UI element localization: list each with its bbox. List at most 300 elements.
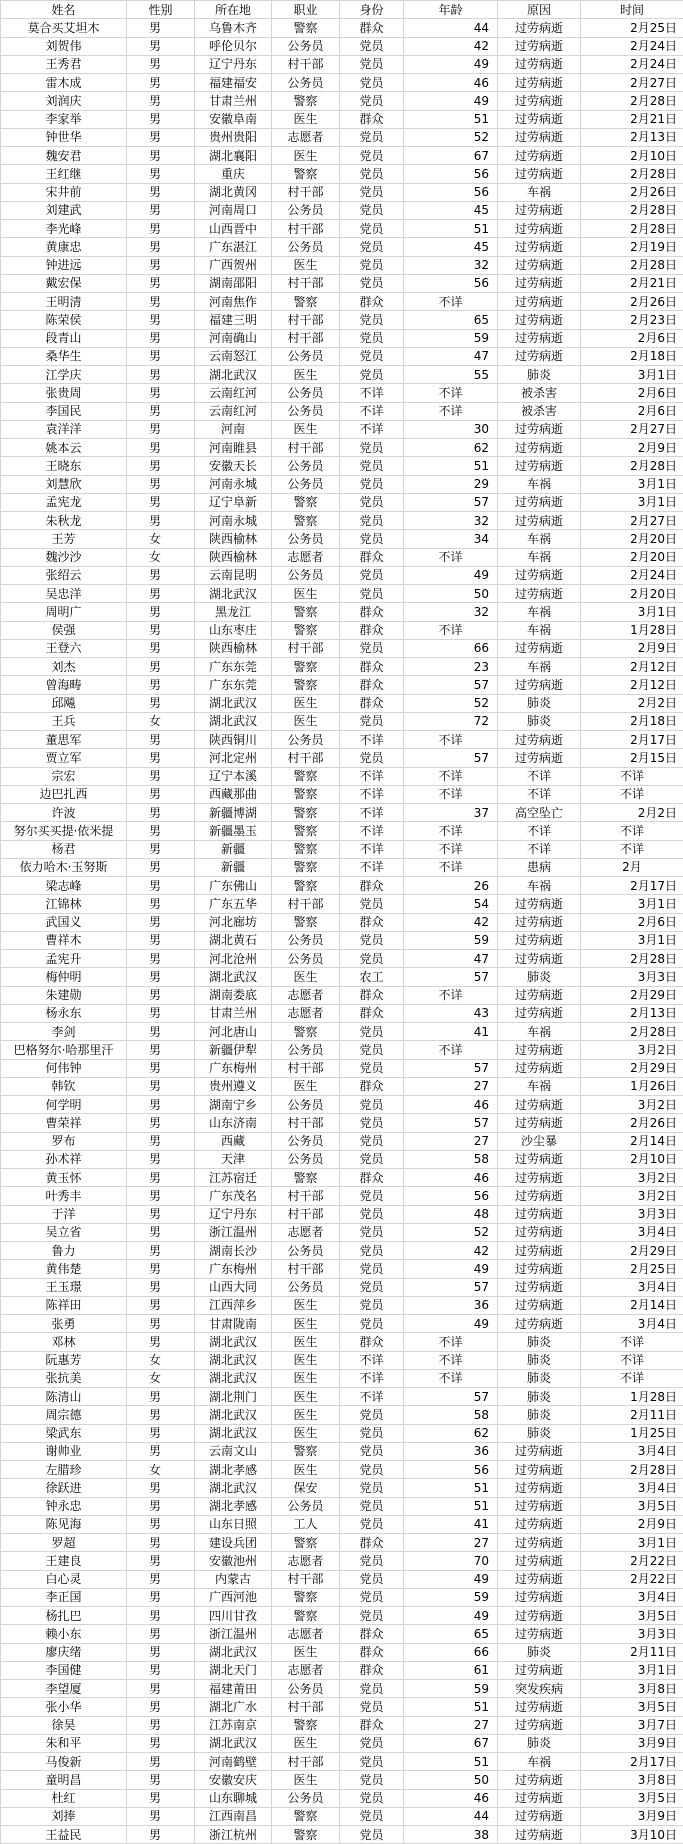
cell-occupation[interactable]: 医生 [272, 1077, 340, 1095]
cell-name[interactable]: 梁武东 [1, 1424, 127, 1442]
cell-cause[interactable]: 不详 [498, 840, 581, 858]
cell-gender[interactable]: 男 [127, 749, 195, 767]
cell-time[interactable]: 2月19日 [581, 238, 683, 256]
cell-age[interactable]: 59 [404, 329, 498, 347]
cell-time[interactable]: 2月18日 [581, 347, 683, 365]
cell-location[interactable]: 湖南邵阳 [195, 274, 272, 292]
cell-age[interactable]: 47 [404, 347, 498, 365]
cell-cause[interactable]: 肺炎 [498, 1734, 581, 1752]
cell-cause[interactable]: 肺炎 [498, 1388, 581, 1406]
cell-name[interactable]: 莫合买艾坦木 [1, 19, 127, 37]
cell-time[interactable]: 2月13日 [581, 1004, 683, 1022]
cell-cause[interactable]: 过劳病逝 [498, 1661, 581, 1679]
cell-gender[interactable]: 男 [127, 1205, 195, 1223]
cell-time[interactable]: 3月1日 [581, 603, 683, 621]
cell-name[interactable]: 钟永忠 [1, 1497, 127, 1515]
cell-time[interactable]: 1月28日 [581, 1388, 683, 1406]
cell-cause[interactable]: 过劳病逝 [498, 950, 581, 968]
cell-occupation[interactable]: 村干部 [272, 1059, 340, 1077]
cell-gender[interactable]: 男 [127, 1260, 195, 1278]
cell-age[interactable]: 65 [404, 311, 498, 329]
cell-location[interactable]: 山东日照 [195, 1515, 272, 1533]
cell-occupation[interactable]: 村干部 [272, 1205, 340, 1223]
cell-occupation[interactable]: 警察 [272, 165, 340, 183]
cell-gender[interactable]: 男 [127, 420, 195, 438]
cell-gender[interactable]: 男 [127, 1643, 195, 1661]
cell-cause[interactable]: 过劳病逝 [498, 1296, 581, 1314]
cell-name[interactable]: 罗布 [1, 1132, 127, 1150]
cell-name[interactable]: 陈荣侯 [1, 311, 127, 329]
cell-age[interactable]: 49 [404, 1607, 498, 1625]
cell-cause[interactable]: 车祸 [498, 530, 581, 548]
cell-occupation[interactable]: 医生 [272, 1388, 340, 1406]
cell-age[interactable]: 27 [404, 1132, 498, 1150]
cell-age[interactable]: 32 [404, 256, 498, 274]
cell-gender[interactable]: 男 [127, 1169, 195, 1187]
cell-identity[interactable]: 群众 [340, 1333, 404, 1351]
cell-gender[interactable]: 男 [127, 128, 195, 146]
cell-occupation[interactable]: 警察 [272, 1023, 340, 1041]
cell-location[interactable]: 湖北武汉 [195, 1333, 272, 1351]
cell-location[interactable]: 福建莆田 [195, 1680, 272, 1698]
cell-gender[interactable]: 男 [127, 1278, 195, 1296]
cell-location[interactable]: 广东东莞 [195, 658, 272, 676]
cell-age[interactable]: 57 [404, 1278, 498, 1296]
cell-location[interactable]: 湖北孝感 [195, 1461, 272, 1479]
cell-age[interactable]: 59 [404, 931, 498, 949]
cell-age[interactable]: 不详 [404, 767, 498, 785]
cell-identity[interactable]: 党员 [340, 1570, 404, 1588]
cell-age[interactable]: 49 [404, 92, 498, 110]
cell-identity[interactable]: 群众 [340, 603, 404, 621]
cell-identity[interactable]: 群众 [340, 1643, 404, 1661]
cell-occupation[interactable]: 志愿者 [272, 128, 340, 146]
cell-gender[interactable]: 男 [127, 676, 195, 694]
cell-gender[interactable]: 男 [127, 147, 195, 165]
cell-name[interactable]: 杨扎巴 [1, 1607, 127, 1625]
cell-occupation[interactable]: 警察 [272, 1716, 340, 1734]
cell-cause[interactable]: 过劳病逝 [498, 55, 581, 73]
cell-time[interactable]: 2月24日 [581, 37, 683, 55]
cell-age[interactable]: 46 [404, 1169, 498, 1187]
cell-time[interactable]: 3月4日 [581, 1223, 683, 1241]
cell-identity[interactable]: 党员 [340, 439, 404, 457]
cell-location[interactable]: 浙江杭州 [195, 1826, 272, 1844]
cell-cause[interactable]: 过劳病逝 [498, 165, 581, 183]
cell-location[interactable]: 湖南宁乡 [195, 1096, 272, 1114]
cell-name[interactable]: 李光峰 [1, 220, 127, 238]
cell-gender[interactable]: 男 [127, 55, 195, 73]
cell-cause[interactable]: 过劳病逝 [498, 585, 581, 603]
cell-identity[interactable]: 党员 [340, 274, 404, 292]
cell-name[interactable]: 曾海畴 [1, 676, 127, 694]
cell-occupation[interactable]: 公务员 [272, 566, 340, 584]
cell-cause[interactable]: 车祸 [498, 877, 581, 895]
cell-occupation[interactable]: 公务员 [272, 201, 340, 219]
cell-cause[interactable]: 过劳病逝 [498, 220, 581, 238]
cell-time[interactable]: 1月28日 [581, 621, 683, 639]
cell-age[interactable]: 不详 [404, 785, 498, 803]
cell-time[interactable]: 3月5日 [581, 1497, 683, 1515]
cell-age[interactable]: 不详 [404, 858, 498, 876]
cell-identity[interactable]: 党员 [340, 92, 404, 110]
cell-location[interactable]: 新疆 [195, 858, 272, 876]
cell-occupation[interactable]: 公务员 [272, 1132, 340, 1150]
cell-name[interactable]: 徐跃进 [1, 1479, 127, 1497]
cell-cause[interactable]: 过劳病逝 [498, 1169, 581, 1187]
cell-occupation[interactable]: 村干部 [272, 329, 340, 347]
cell-age[interactable]: 66 [404, 1643, 498, 1661]
cell-identity[interactable]: 党员 [340, 1114, 404, 1132]
cell-name[interactable]: 吴立省 [1, 1223, 127, 1241]
cell-cause[interactable]: 过劳病逝 [498, 731, 581, 749]
cell-time[interactable]: 3月2日 [581, 1041, 683, 1059]
cell-name[interactable]: 周宗德 [1, 1406, 127, 1424]
cell-occupation[interactable]: 医生 [272, 1296, 340, 1314]
cell-cause[interactable]: 车祸 [498, 658, 581, 676]
cell-age[interactable]: 49 [404, 1260, 498, 1278]
cell-age[interactable]: 27 [404, 1534, 498, 1552]
cell-name[interactable]: 孟宪龙 [1, 493, 127, 511]
cell-age[interactable]: 70 [404, 1552, 498, 1570]
cell-age[interactable]: 不详 [404, 1041, 498, 1059]
cell-cause[interactable]: 过劳病逝 [498, 1588, 581, 1606]
cell-identity[interactable]: 党员 [340, 147, 404, 165]
cell-gender[interactable]: 男 [127, 1023, 195, 1041]
cell-identity[interactable]: 党员 [340, 639, 404, 657]
cell-age[interactable]: 51 [404, 1479, 498, 1497]
cell-identity[interactable]: 党员 [340, 1698, 404, 1716]
cell-cause[interactable]: 过劳病逝 [498, 256, 581, 274]
cell-time[interactable]: 3月9日 [581, 1734, 683, 1752]
cell-occupation[interactable]: 村干部 [272, 895, 340, 913]
cell-location[interactable]: 江苏南京 [195, 1716, 272, 1734]
cell-occupation[interactable]: 村干部 [272, 274, 340, 292]
cell-gender[interactable]: 男 [127, 74, 195, 92]
cell-location[interactable]: 广东梅州 [195, 1059, 272, 1077]
cell-cause[interactable]: 过劳病逝 [498, 293, 581, 311]
cell-time[interactable]: 不详 [581, 1333, 683, 1351]
cell-occupation[interactable]: 志愿者 [272, 1661, 340, 1679]
cell-cause[interactable]: 过劳病逝 [498, 274, 581, 292]
cell-gender[interactable]: 男 [127, 1607, 195, 1625]
cell-location[interactable]: 呼伦贝尔 [195, 37, 272, 55]
cell-time[interactable]: 2月11日 [581, 1406, 683, 1424]
cell-identity[interactable]: 党员 [340, 366, 404, 384]
cell-occupation[interactable]: 医生 [272, 1406, 340, 1424]
cell-identity[interactable]: 党员 [340, 329, 404, 347]
cell-location[interactable]: 贵州贵阳 [195, 128, 272, 146]
cell-gender[interactable]: 男 [127, 767, 195, 785]
cell-name[interactable]: 张绍云 [1, 566, 127, 584]
cell-name[interactable]: 朱和平 [1, 1734, 127, 1752]
cell-time[interactable]: 3月3日 [581, 968, 683, 986]
cell-location[interactable]: 辽宁本溪 [195, 767, 272, 785]
cell-name[interactable]: 孙术祥 [1, 1150, 127, 1168]
cell-location[interactable]: 天津 [195, 1150, 272, 1168]
cell-cause[interactable]: 肺炎 [498, 1406, 581, 1424]
cell-name[interactable]: 罗超 [1, 1534, 127, 1552]
cell-cause[interactable]: 车祸 [498, 548, 581, 566]
cell-gender[interactable]: 男 [127, 877, 195, 895]
cell-cause[interactable]: 过劳病逝 [498, 1479, 581, 1497]
cell-age[interactable]: 57 [404, 493, 498, 511]
cell-gender[interactable]: 男 [127, 238, 195, 256]
cell-gender[interactable]: 男 [127, 1734, 195, 1752]
cell-occupation[interactable]: 公务员 [272, 74, 340, 92]
cell-occupation[interactable]: 志愿者 [272, 1625, 340, 1643]
cell-age[interactable]: 51 [404, 1698, 498, 1716]
cell-location[interactable]: 广东湛江 [195, 238, 272, 256]
cell-location[interactable]: 甘肃兰州 [195, 1004, 272, 1022]
cell-location[interactable]: 云南怒江 [195, 347, 272, 365]
cell-identity[interactable]: 党员 [340, 311, 404, 329]
cell-occupation[interactable]: 村干部 [272, 220, 340, 238]
cell-identity[interactable]: 党员 [340, 585, 404, 603]
cell-location[interactable]: 湖北武汉 [195, 1479, 272, 1497]
cell-gender[interactable]: 男 [127, 913, 195, 931]
cell-identity[interactable]: 群众 [340, 293, 404, 311]
cell-location[interactable]: 湖北武汉 [195, 1643, 272, 1661]
cell-location[interactable]: 辽宁丹东 [195, 1205, 272, 1223]
cell-name[interactable]: 江学庆 [1, 366, 127, 384]
cell-age[interactable]: 62 [404, 439, 498, 457]
cell-time[interactable]: 2月25日 [581, 19, 683, 37]
cell-age[interactable]: 59 [404, 1680, 498, 1698]
cell-occupation[interactable]: 村干部 [272, 1753, 340, 1771]
cell-time[interactable]: 2月29日 [581, 1242, 683, 1260]
cell-location[interactable]: 广东茂名 [195, 1187, 272, 1205]
cell-cause[interactable]: 不详 [498, 785, 581, 803]
cell-identity[interactable]: 党员 [340, 1023, 404, 1041]
cell-age[interactable]: 62 [404, 1424, 498, 1442]
cell-name[interactable]: 李国民 [1, 402, 127, 420]
cell-identity[interactable]: 党员 [340, 493, 404, 511]
cell-occupation[interactable]: 公务员 [272, 731, 340, 749]
cell-time[interactable]: 2月12日 [581, 658, 683, 676]
cell-location[interactable]: 山东济南 [195, 1114, 272, 1132]
cell-age[interactable]: 51 [404, 1497, 498, 1515]
cell-cause[interactable]: 过劳病逝 [498, 1716, 581, 1734]
cell-gender[interactable]: 男 [127, 1826, 195, 1844]
cell-occupation[interactable]: 医生 [272, 1734, 340, 1752]
cell-age[interactable]: 32 [404, 603, 498, 621]
cell-occupation[interactable]: 保安 [272, 1479, 340, 1497]
header-cause[interactable]: 原因 [498, 1, 581, 19]
cell-name[interactable]: 李望厦 [1, 1680, 127, 1698]
cell-age[interactable]: 23 [404, 658, 498, 676]
cell-identity[interactable]: 群众 [340, 676, 404, 694]
cell-occupation[interactable]: 警察 [272, 621, 340, 639]
cell-cause[interactable]: 突发疾病 [498, 1680, 581, 1698]
cell-occupation[interactable]: 医生 [272, 110, 340, 128]
cell-identity[interactable]: 党员 [340, 183, 404, 201]
cell-location[interactable]: 湖北荆门 [195, 1388, 272, 1406]
cell-cause[interactable]: 过劳病逝 [498, 329, 581, 347]
cell-occupation[interactable]: 警察 [272, 1534, 340, 1552]
cell-identity[interactable]: 党员 [340, 1242, 404, 1260]
cell-cause[interactable]: 过劳病逝 [498, 1059, 581, 1077]
cell-age[interactable]: 55 [404, 366, 498, 384]
cell-location[interactable]: 湖北武汉 [195, 1351, 272, 1369]
cell-cause[interactable]: 车祸 [498, 603, 581, 621]
cell-time[interactable]: 1月25日 [581, 1424, 683, 1442]
cell-location[interactable]: 陕西榆林 [195, 548, 272, 566]
cell-time[interactable]: 3月4日 [581, 1588, 683, 1606]
cell-identity[interactable]: 党员 [340, 74, 404, 92]
cell-age[interactable]: 57 [404, 676, 498, 694]
cell-identity[interactable]: 党员 [340, 712, 404, 730]
cell-identity[interactable]: 群众 [340, 913, 404, 931]
cell-time[interactable]: 2月17日 [581, 877, 683, 895]
cell-occupation[interactable]: 志愿者 [272, 1223, 340, 1241]
cell-time[interactable]: 2月13日 [581, 128, 683, 146]
cell-time[interactable]: 2月20日 [581, 585, 683, 603]
cell-age[interactable]: 27 [404, 1077, 498, 1095]
cell-gender[interactable]: 男 [127, 1789, 195, 1807]
cell-age[interactable]: 不详 [404, 1369, 498, 1387]
cell-gender[interactable]: 男 [127, 293, 195, 311]
cell-occupation[interactable]: 公务员 [272, 1278, 340, 1296]
cell-location[interactable]: 山西大同 [195, 1278, 272, 1296]
cell-occupation[interactable]: 医生 [272, 1771, 340, 1789]
cell-identity[interactable]: 群众 [340, 1716, 404, 1734]
cell-time[interactable]: 2月6日 [581, 402, 683, 420]
cell-identity[interactable]: 不详 [340, 1369, 404, 1387]
cell-location[interactable]: 河南鹤壁 [195, 1753, 272, 1771]
cell-location[interactable]: 河南焦作 [195, 293, 272, 311]
cell-time[interactable]: 不详 [581, 840, 683, 858]
cell-gender[interactable]: 男 [127, 1114, 195, 1132]
cell-name[interactable]: 刘润庆 [1, 92, 127, 110]
cell-identity[interactable]: 党员 [340, 165, 404, 183]
cell-age[interactable]: 34 [404, 530, 498, 548]
cell-name[interactable]: 鲁力 [1, 1242, 127, 1260]
cell-cause[interactable]: 患病 [498, 858, 581, 876]
cell-gender[interactable]: 男 [127, 1552, 195, 1570]
cell-location[interactable]: 湖北武汉 [195, 968, 272, 986]
cell-identity[interactable]: 党员 [340, 55, 404, 73]
cell-time[interactable]: 2月22日 [581, 1552, 683, 1570]
cell-age[interactable]: 61 [404, 1661, 498, 1679]
cell-gender[interactable]: 男 [127, 1424, 195, 1442]
cell-time[interactable]: 2月11日 [581, 1643, 683, 1661]
cell-time[interactable]: 3月1日 [581, 1661, 683, 1679]
cell-cause[interactable]: 过劳病逝 [498, 128, 581, 146]
cell-name[interactable]: 马俊新 [1, 1753, 127, 1771]
cell-name[interactable]: 黄伟楚 [1, 1260, 127, 1278]
cell-name[interactable]: 刘贺伟 [1, 37, 127, 55]
cell-cause[interactable]: 过劳病逝 [498, 1570, 581, 1588]
cell-name[interactable]: 徐昊 [1, 1716, 127, 1734]
cell-identity[interactable]: 党员 [340, 1059, 404, 1077]
cell-age[interactable]: 56 [404, 1461, 498, 1479]
cell-cause[interactable]: 肺炎 [498, 712, 581, 730]
cell-name[interactable]: 桑华生 [1, 347, 127, 365]
cell-age[interactable]: 66 [404, 639, 498, 657]
cell-gender[interactable]: 男 [127, 1698, 195, 1716]
cell-occupation[interactable]: 警察 [272, 603, 340, 621]
cell-identity[interactable]: 群众 [340, 1004, 404, 1022]
cell-gender[interactable]: 男 [127, 1753, 195, 1771]
cell-time[interactable]: 3月1日 [581, 931, 683, 949]
cell-gender[interactable]: 男 [127, 1059, 195, 1077]
cell-occupation[interactable]: 公务员 [272, 1041, 340, 1059]
cell-identity[interactable]: 不详 [340, 384, 404, 402]
cell-name[interactable]: 黄康忠 [1, 238, 127, 256]
cell-location[interactable]: 河南 [195, 420, 272, 438]
cell-gender[interactable]: 男 [127, 347, 195, 365]
cell-occupation[interactable]: 警察 [272, 858, 340, 876]
cell-time[interactable]: 3月1日 [581, 366, 683, 384]
cell-name[interactable]: 曹荣祥 [1, 1114, 127, 1132]
cell-occupation[interactable]: 村干部 [272, 439, 340, 457]
cell-occupation[interactable]: 公务员 [272, 475, 340, 493]
cell-age[interactable]: 不详 [404, 548, 498, 566]
cell-identity[interactable]: 群众 [340, 694, 404, 712]
cell-time[interactable]: 不详 [581, 1351, 683, 1369]
cell-gender[interactable]: 女 [127, 712, 195, 730]
cell-identity[interactable]: 党员 [340, 1588, 404, 1606]
cell-name[interactable]: 刘建武 [1, 201, 127, 219]
cell-occupation[interactable]: 医生 [272, 694, 340, 712]
cell-occupation[interactable]: 警察 [272, 1607, 340, 1625]
cell-time[interactable]: 2月14日 [581, 1132, 683, 1150]
cell-age[interactable]: 45 [404, 201, 498, 219]
cell-location[interactable]: 贵州遵义 [195, 1077, 272, 1095]
cell-identity[interactable]: 不详 [340, 804, 404, 822]
cell-cause[interactable]: 过劳病逝 [498, 1807, 581, 1825]
cell-cause[interactable]: 沙尘暴 [498, 1132, 581, 1150]
cell-gender[interactable]: 男 [127, 658, 195, 676]
cell-name[interactable]: 何伟钟 [1, 1059, 127, 1077]
cell-cause[interactable]: 过劳病逝 [498, 201, 581, 219]
cell-time[interactable]: 3月4日 [581, 1315, 683, 1333]
cell-cause[interactable]: 过劳病逝 [498, 238, 581, 256]
cell-gender[interactable]: 男 [127, 858, 195, 876]
cell-time[interactable]: 2月28日 [581, 950, 683, 968]
cell-age[interactable]: 42 [404, 1242, 498, 1260]
cell-occupation[interactable]: 警察 [272, 840, 340, 858]
cell-name[interactable]: 左腊珍 [1, 1461, 127, 1479]
cell-gender[interactable]: 男 [127, 1588, 195, 1606]
cell-time[interactable]: 2月17日 [581, 1753, 683, 1771]
cell-name[interactable]: 廖庆绪 [1, 1643, 127, 1661]
cell-cause[interactable]: 过劳病逝 [498, 1625, 581, 1643]
cell-cause[interactable]: 过劳病逝 [498, 19, 581, 37]
cell-name[interactable]: 戴宏保 [1, 274, 127, 292]
cell-name[interactable]: 张贵周 [1, 384, 127, 402]
cell-cause[interactable]: 过劳病逝 [498, 1041, 581, 1059]
cell-occupation[interactable]: 志愿者 [272, 548, 340, 566]
cell-time[interactable]: 2月29日 [581, 1059, 683, 1077]
cell-cause[interactable]: 肺炎 [498, 1333, 581, 1351]
cell-location[interactable]: 湖北武汉 [195, 1406, 272, 1424]
cell-location[interactable]: 新疆墨玉 [195, 822, 272, 840]
cell-identity[interactable]: 党员 [340, 1260, 404, 1278]
cell-cause[interactable]: 过劳病逝 [498, 110, 581, 128]
cell-time[interactable]: 2月28日 [581, 220, 683, 238]
cell-name[interactable]: 李剑 [1, 1023, 127, 1041]
cell-occupation[interactable]: 工人 [272, 1515, 340, 1533]
cell-location[interactable]: 甘肃陇南 [195, 1315, 272, 1333]
header-gender[interactable]: 性别 [127, 1, 195, 19]
cell-identity[interactable]: 群众 [340, 1661, 404, 1679]
cell-location[interactable]: 新疆 [195, 840, 272, 858]
cell-age[interactable]: 51 [404, 1753, 498, 1771]
cell-location[interactable]: 河南永城 [195, 475, 272, 493]
cell-age[interactable]: 52 [404, 128, 498, 146]
